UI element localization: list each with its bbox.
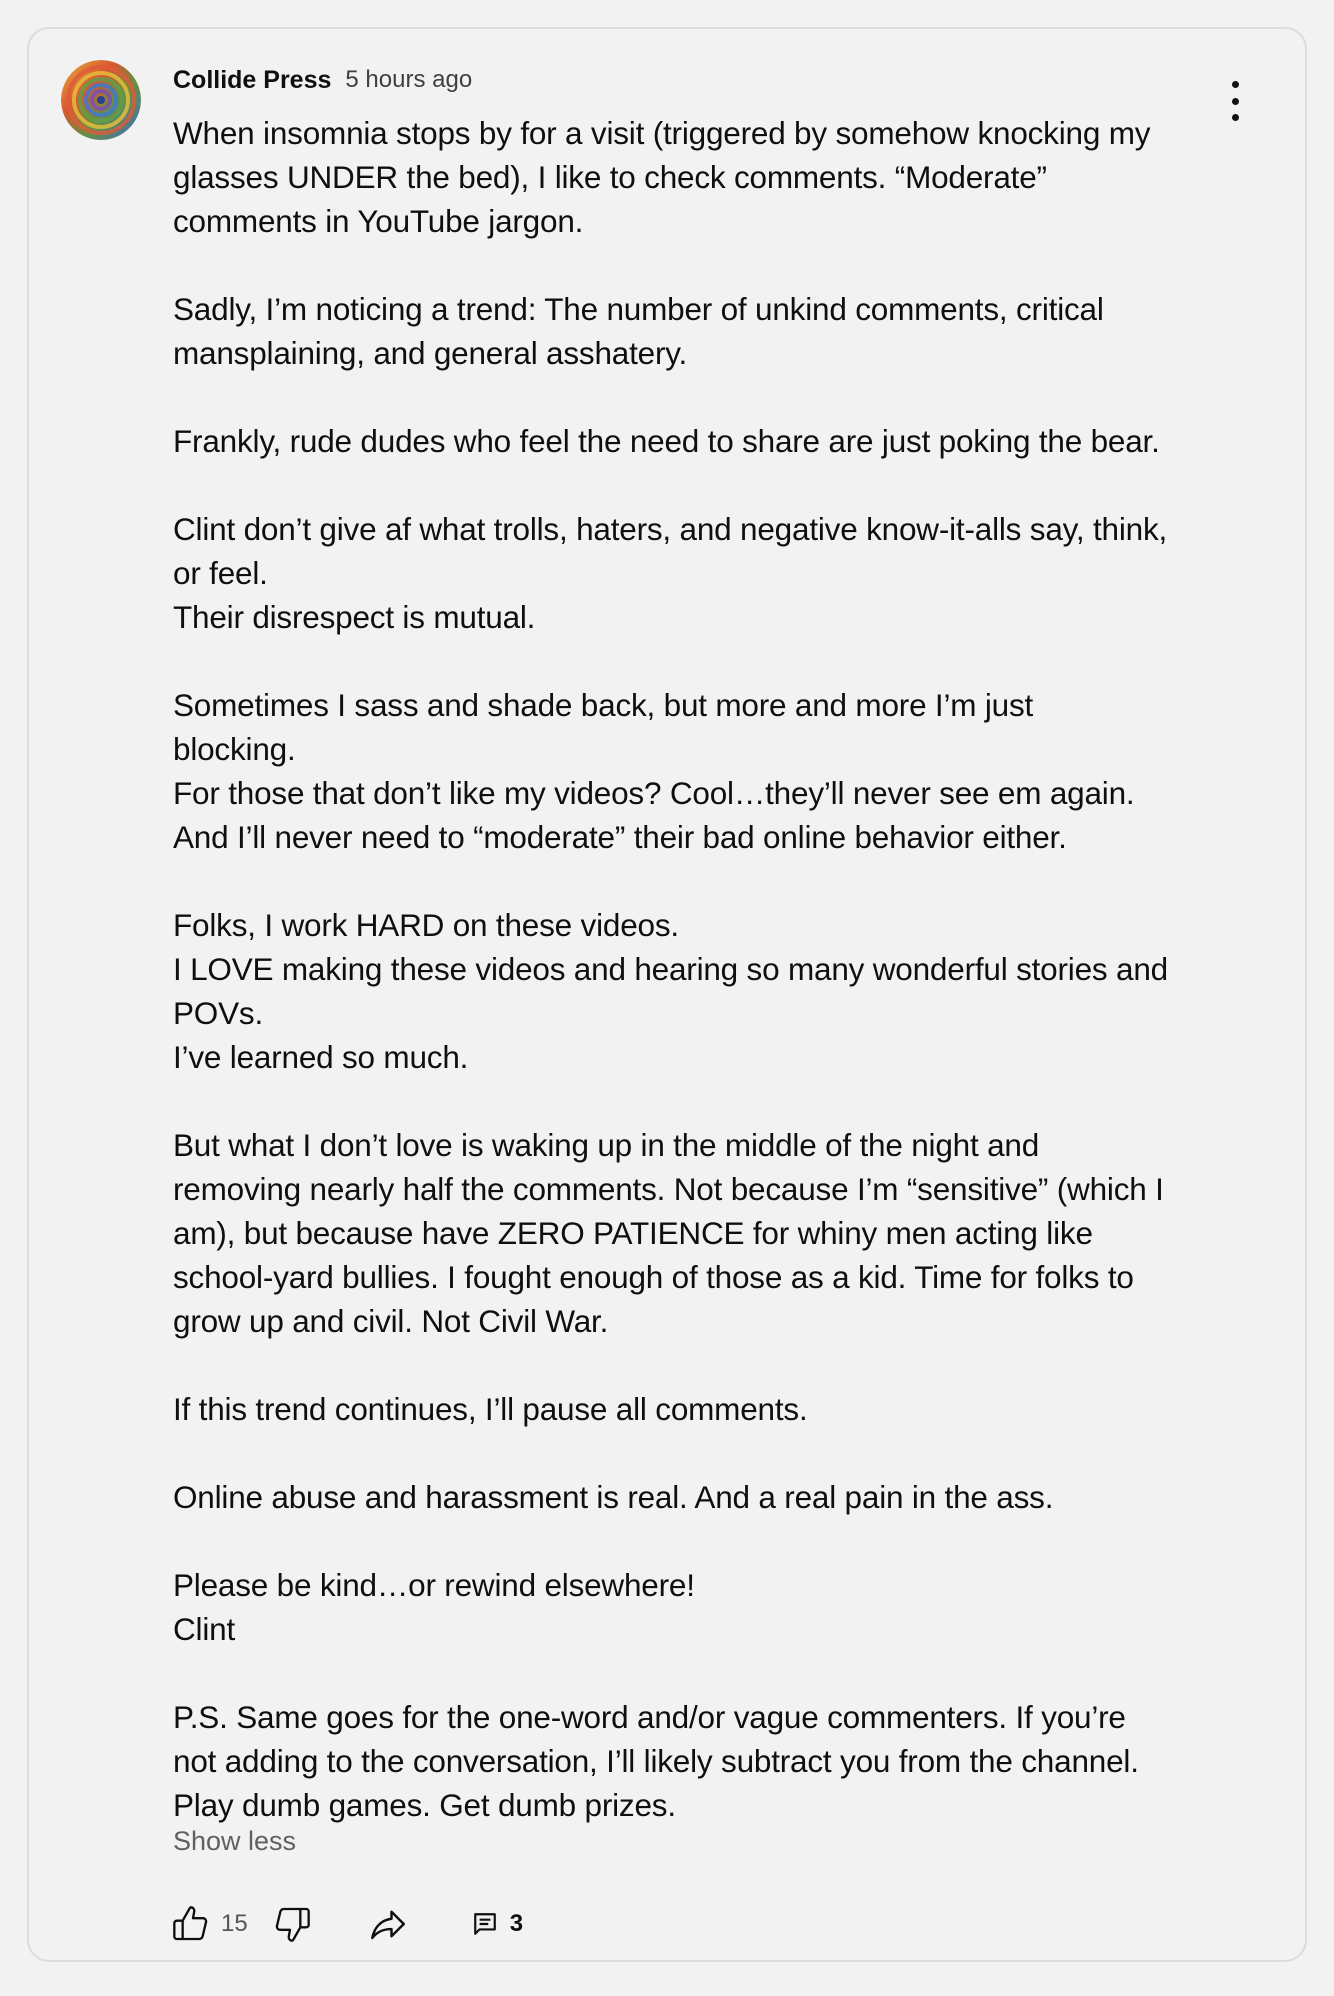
comment-line: And I’ll never need to “moderate” their bad online behavior either. [173,819,1067,855]
comment-line: Please be kind…or rewind elsewhere! [173,1567,695,1603]
comment-line: But what I don’t love is waking up in the middle of the night and [173,1127,1040,1163]
comment-line: Clint don’t give af what trolls, haters, and negative know-it-alls say, think, [173,511,1168,547]
thumbs-up-icon [171,1904,211,1944]
comment-line: P.S. Same goes for the one-word and/or vague commenters. If you’re [173,1699,1126,1735]
comment-paragraph [173,287,1233,375]
comment-timestamp[interactable]: 5 hours ago [345,66,473,93]
comment-line: blocking. [173,731,296,767]
comment-line: removing nearly half the comments. Not because I’m “sensitive” (which I [173,1171,1164,1207]
comment-line: school-yard bullies. I fought enough of those as a kid. Time for folks to [173,1259,1134,1295]
author-name[interactable]: Collide Press [173,65,332,94]
comment-line: or feel. [173,555,268,591]
comment-line: Play dumb games. Get dumb prizes. [173,1787,676,1823]
replies-button[interactable] [472,1910,523,1938]
comment-line: Sometimes I sass and shade back, but more and more I’m just [173,687,1034,723]
comment-line: Clint [173,1611,236,1647]
thumbs-down-icon [272,1904,312,1944]
comment-line: If this trend continues, I’ll pause all comments. [173,1391,808,1427]
comment-text [173,111,1233,1827]
comment-line: grow up and civil. Not Civil War. [173,1303,609,1339]
comment-line: Online abuse and harassment is real. And a real pain in the ass. [173,1479,1054,1515]
comment-actions [169,1899,523,1949]
comment-paragraph [173,1123,1233,1343]
dislike-button[interactable] [270,1902,314,1946]
avatar-image [61,60,141,140]
comment-line: When insomnia stops by for a visit (triggered by somehow knocking my [173,115,1151,151]
comment-line: glasses UNDER the bed), I like to check comments. “Moderate” [173,159,1047,195]
comment-paragraph [173,1695,1233,1827]
comment-line: comments in YouTube jargon. [173,203,584,239]
like-count: 15 [221,1910,248,1937]
reply-count: 3 [509,1910,524,1937]
comment-header [173,63,472,97]
show-less-button[interactable]: Show less [173,1826,297,1856]
comment-line: not adding to the conversation, I’ll likely subtract you from the channel. [173,1743,1139,1779]
comment-line: For those that don’t like my videos? Cool…they’ll never see em again. [173,775,1135,811]
share-icon [367,1903,409,1945]
comment-line: POVs. [173,995,264,1031]
comment-paragraph [173,419,1233,463]
comment-paragraph [173,903,1233,1079]
comment-paragraph [173,683,1233,859]
comment-paragraph [173,1563,1233,1651]
comment-line: mansplaining, and general asshatery. [173,335,688,371]
comment-line: I’ve learned so much. [173,1039,469,1075]
comment-line: Sadly, I’m noticing a trend: The number of unkind comments, critical [173,291,1104,327]
comment-line: am), but because have ZERO PATIENCE for whiny men acting like [173,1215,1093,1251]
comment-line: Frankly, rude dudes who feel the need to share are just poking the bear. [173,423,1160,459]
comment-line: I LOVE making these videos and hearing so many wonderful stories and [173,951,1168,987]
menu-dot [1232,98,1239,105]
menu-dot [1232,81,1239,88]
comment-line: Their disrespect is mutual. [173,599,536,635]
comment-line: Folks, I work HARD on these videos. [173,907,679,943]
share-button[interactable] [366,1902,410,1946]
comment-paragraph [173,1387,1233,1431]
comment-paragraph [173,1475,1233,1519]
comment-paragraph [173,111,1233,243]
comment-paragraph [173,507,1233,639]
like-button[interactable] [169,1902,213,1946]
avatar[interactable] [61,60,141,140]
comment-icon [472,1911,498,1937]
comment-card [27,27,1307,1962]
